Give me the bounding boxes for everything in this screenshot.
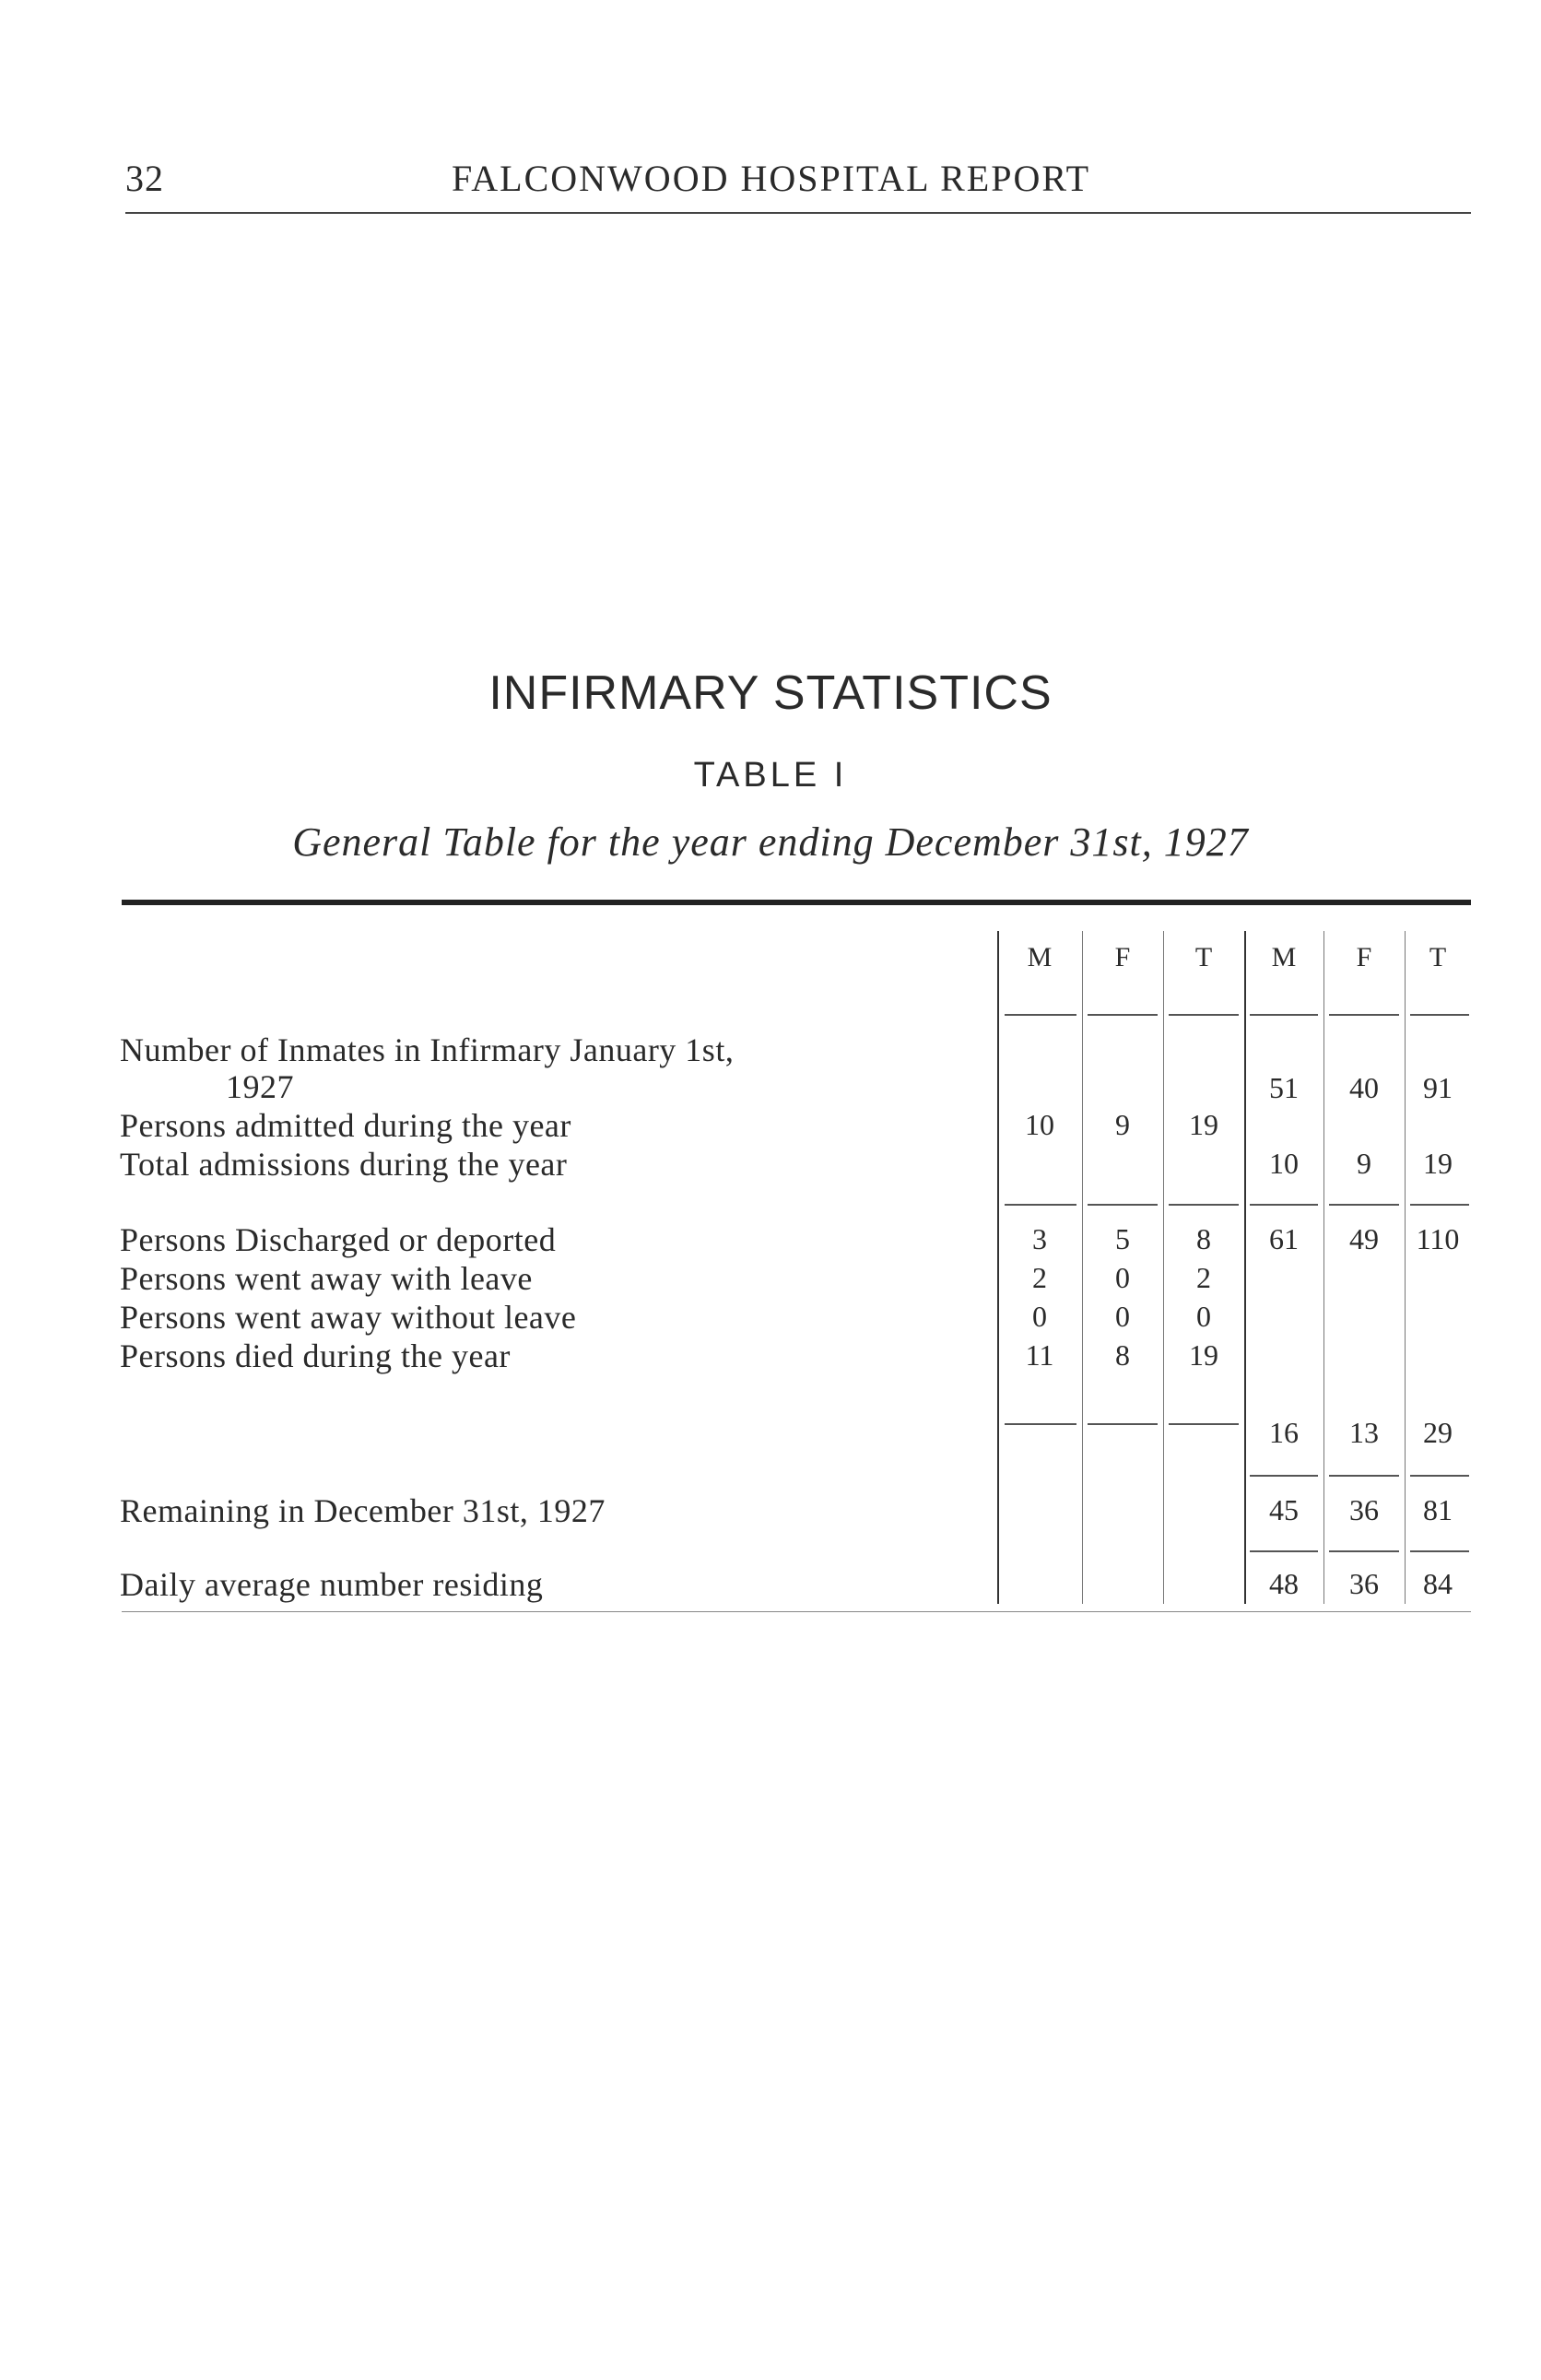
column-header-t-left: T	[1194, 942, 1213, 972]
cell-value: 51	[1269, 1071, 1299, 1104]
cell-value: 10	[1025, 1108, 1054, 1141]
cell-rule	[1088, 1204, 1158, 1206]
row-label-died: Persons died during the year	[120, 1337, 511, 1374]
cell-rule	[1250, 1014, 1318, 1016]
cell-value: 16	[1269, 1416, 1299, 1449]
cell-value: 8	[1196, 1222, 1211, 1255]
row-label-admitted: Persons admitted during the year	[120, 1107, 571, 1144]
row-label-discharged: Persons Discharged or deported	[120, 1221, 557, 1258]
cell-rule	[1005, 1014, 1076, 1016]
cell-value: 2	[1196, 1261, 1211, 1294]
cell-value: 81	[1423, 1493, 1453, 1526]
cell-value: 10	[1269, 1147, 1299, 1180]
column-header-f-right: F	[1356, 942, 1372, 972]
column-header-m-right: M	[1271, 942, 1297, 972]
cell-rule	[1005, 1423, 1076, 1425]
cell-value: 84	[1423, 1567, 1453, 1600]
cell-rule	[1329, 1550, 1399, 1552]
column-header-t-right: T	[1429, 942, 1447, 972]
row-label-away-leave: Persons went away with leave	[120, 1260, 533, 1297]
row-label-inmates: Number of Inmates in Infirmary January 1st,	[120, 1031, 735, 1068]
cell-value: 2	[1032, 1261, 1047, 1294]
cell-rule	[1250, 1204, 1318, 1206]
cell-value: 29	[1423, 1416, 1453, 1449]
cell-rule	[1169, 1014, 1239, 1016]
cell-value: 91	[1423, 1071, 1453, 1104]
cell-value: 0	[1196, 1300, 1211, 1333]
table-subtitle: General Table for the year ending December 31st, 1927	[292, 819, 1249, 865]
cell-value: 49	[1349, 1222, 1379, 1255]
row-label-remaining: Remaining in December 31st, 1927	[120, 1492, 606, 1529]
cell-rule	[1005, 1204, 1076, 1206]
cell-value: 61	[1269, 1222, 1299, 1255]
cell-value: 40	[1349, 1071, 1379, 1104]
cell-value: 48	[1269, 1567, 1299, 1600]
table-bottom-rule	[122, 1611, 1471, 1612]
column-header-f-left: F	[1114, 942, 1131, 972]
cell-value: 45	[1269, 1493, 1299, 1526]
cell-value: 0	[1115, 1261, 1130, 1294]
cell-value: 0	[1032, 1300, 1047, 1333]
row-label-daily-average: Daily average number residing	[120, 1566, 544, 1603]
cell-value: 3	[1032, 1222, 1047, 1255]
cell-rule	[1169, 1204, 1239, 1206]
page-title: INFIRMARY STATISTICS	[488, 666, 1053, 720]
row-label-total-admissions: Total admissions during the year	[120, 1146, 568, 1183]
cell-value: 19	[1189, 1108, 1218, 1141]
row-label-inmates-year: 1927	[226, 1068, 294, 1105]
cell-value: 11	[1025, 1338, 1054, 1372]
cell-rule	[1410, 1550, 1469, 1552]
cell-value: 19	[1423, 1147, 1453, 1180]
cell-value: 110	[1416, 1222, 1460, 1255]
cell-rule	[1169, 1423, 1239, 1425]
row-label-away-no-leave: Persons went away without leave	[120, 1299, 577, 1336]
table-label: TABLE I	[693, 756, 848, 795]
header-rule	[125, 212, 1471, 214]
cell-value: 36	[1349, 1493, 1379, 1526]
cell-rule	[1088, 1423, 1158, 1425]
cell-value: 9	[1357, 1147, 1371, 1180]
cell-value: 0	[1115, 1300, 1130, 1333]
table-top-rule	[122, 900, 1471, 905]
cell-rule	[1250, 1475, 1318, 1477]
cell-rule	[1088, 1014, 1158, 1016]
cell-rule	[1410, 1204, 1469, 1206]
cell-value: 19	[1189, 1338, 1218, 1372]
running-header-title: FALCONWOOD HOSPITAL REPORT	[452, 158, 1091, 199]
running-header	[0, 157, 1541, 212]
cell-rule	[1329, 1014, 1399, 1016]
cell-value: 13	[1349, 1416, 1379, 1449]
cell-rule	[1329, 1475, 1399, 1477]
cell-rule	[1329, 1204, 1399, 1206]
page-number: 32	[125, 158, 164, 199]
cell-value: 9	[1115, 1108, 1130, 1141]
cell-rule	[1250, 1550, 1318, 1552]
cell-rule	[1410, 1014, 1469, 1016]
cell-value: 36	[1349, 1567, 1379, 1600]
cell-value: 5	[1115, 1222, 1130, 1255]
column-header-m-left: M	[1027, 942, 1053, 972]
cell-value: 8	[1115, 1338, 1130, 1372]
cell-rule	[1410, 1475, 1469, 1477]
